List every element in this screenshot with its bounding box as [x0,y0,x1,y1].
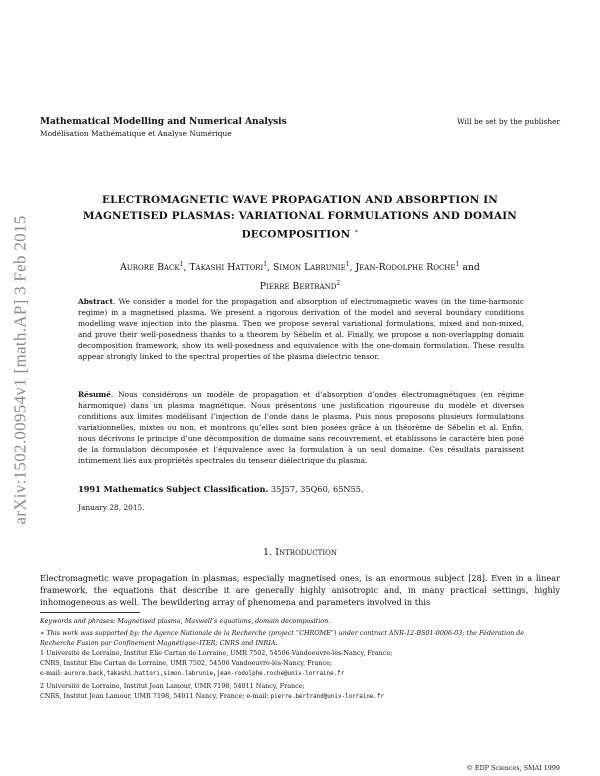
footnotes [40,616,560,702]
paper-title: ELECTROMAGNETIC WAVE PROPAGATION AND ABSORPTION IN MAGNETISED PLASMAS: VARIATIONAL FORMULATIONS AND DOMAIN DECOMPOSITION ∗ [83,194,517,241]
resume-text: . Nous considérons un modèle de propagation et d’absorption d’ondes électromagnétiques (en régime harmonique) dans un plasma magnétique. Nous présentons une justification rigoureuse du modèle et diverses conditions aux limites modélisant l’injection de l’onde dans le plasma. Puis nous proposons plusieurs formulations variationnelles, mixtes ou non, et montrons qu’elles sont bien posées grâce à un théorème de Sébelin et al. Enfin, nous décrivons le principe d’une décomposition de domaine sans recouvrement, et établissons le caractère bien posé de la formulation décomposée et l’équivalence avec la formulation à un seul domaine. Ces résultats paraissent intimement liés aux propriétés spectrales du tenseur diélectrique du plasma. [78,390,524,465]
arxiv-id: arXiv:1502.00954v1 [math.AP] 3 Feb 2015 [11,215,30,525]
abstract-label: Abstract [78,297,114,306]
title-footnote-mark: ∗ [354,228,359,235]
resume-label: Résumé [78,390,111,399]
section-body: Electromagnetic wave propagation in plasmas, especially magnetised ones, is an enormous subject [28]. Even in a linear framework, the equations that describe it are generally highly anisotropic and, in many practical settings, highly inhomogeneous as well. The bewildering array of phenomena and parameters involved in this [40,573,560,607]
author: Jean-Rodolphe Roche [355,262,456,274]
email-address[interactable]: pierre.bertrand@univ-lorraine.fr [270,694,385,700]
funding-note: ∗ This work was supported by: the Agence Nationale de la Recherche (project “CHROME”) under contract ANR-12-BS01-0006-03; the Fédération de Recherche Fusion par Confinement Magnétique–ITER; CNRS and INRIA. [40,629,525,647]
section-title: 1. Introduction [263,547,337,558]
affiliation: 1 Université de Lorraine, Institut Elie Cartan de Lorraine, UMR 7502, 54506 Vandoeuvre-lès-Nancy, France; [40,649,393,657]
email-line: CNRS, Institut Jean Lamour, UMR 7198, 54011 Nancy, France; e-mail: pierre.bertrand@univ-lorraine.fr [40,692,385,700]
copyright: © EDP Sciences, SMAI 1999 [466,764,560,772]
author: Takashi Hattori [189,262,264,274]
keywords: Keywords and phrases: Magnetised plasma, Maxwell’s equations, domain decomposition. [40,617,331,625]
affiliation: CNRS, Institut Elie Cartan de Lorraine, UMR 7502, 54506 Vandoeuvre-lès-Nancy, France; [40,659,333,667]
author: Pierre Bertrand [259,281,337,293]
author: Aurore Back [120,262,180,274]
author: Simon Labrunie [273,262,346,274]
email-line: e-mail: aurore.back,takashi.hattori,simon.labrunie,jean-rodolphe.roche@univ-lorraine.fr [40,669,345,677]
paper-date: January 28, 2015. [78,503,145,512]
resume [78,389,524,466]
author-list: Aurore Back$^1$, Takashi Hattori$^1$, Simon Labrunie$^1$, Jean-Rodolphe Roche$^1$ and Pierre Bertrand$^2$ [120,261,480,293]
abstract-text: . We consider a model for the propagation and absorption of electromagnetic waves (in the time-harmonic regime) in a magnetised plasma. We present a rigorous derivation of the model and several boundary conditions modelling wave injection into the plasma. Then we propose several variational formulations, mixed and non-mixed, and prove their well-posedness thanks to a theorem by Sébelin et al. Finally, we propose a non-overlapping domain decomposition framework, show its well-posedness and equivalence with the one-domain formulation. These results appear strongly linked to the spectral properties of the plasma dielectric tensor. [78,297,524,361]
journal-title: Mathematical Modelling and Numerical Analysis [40,117,287,127]
email-address[interactable]: aurore.back,takashi.hattori,simon.labrunie,jean-rodolphe.roche@univ-lorraine.fr [64,671,345,677]
journal-subtitle: Modélisation Mathématique et Analyse Numérique [40,129,232,138]
footnote-rule [40,612,140,613]
abstract [78,296,524,362]
affiliation: 2 Université de Lorraine, Institut Jean Lamour, UMR 7198, 54011 Nancy, France; [40,682,305,690]
publisher-note: Will be set by the publisher [457,117,560,126]
msc-classification: 1991 Mathematics Subject Classification. 35J57, 35Q60, 65N55. [78,484,364,494]
arxiv-stamp [4,180,38,560]
